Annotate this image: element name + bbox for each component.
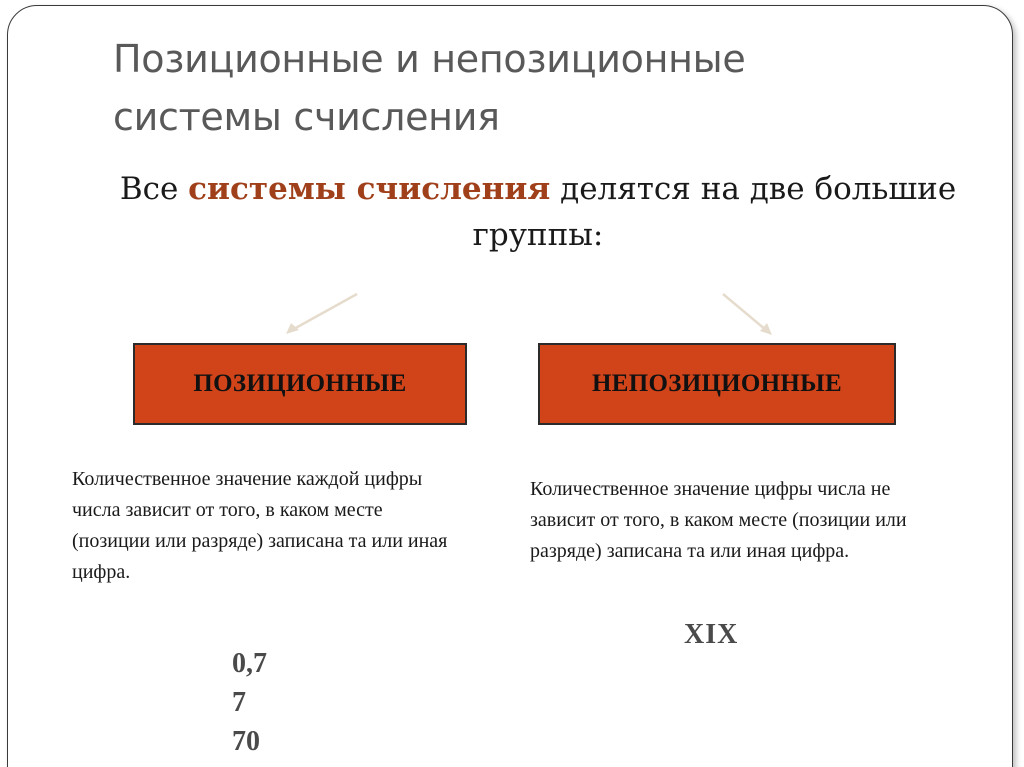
title-line-1: Позиционные и непозиционные xyxy=(113,37,746,81)
nonpositional-label: НЕПОЗИЦИОННЫЕ xyxy=(591,370,842,397)
title-line-2: системы счисления xyxy=(113,95,500,139)
positional-examples xyxy=(232,644,267,761)
example-item: 70 xyxy=(232,726,260,757)
positional-box xyxy=(133,343,467,425)
intro-text xyxy=(100,166,976,258)
slide-title xyxy=(113,30,933,146)
nonpositional-description: Количественное значение цифры числа не зависит от того, в каком месте (позиции или разряде) записана та или иная цифра. xyxy=(530,478,907,562)
nonpositional-box xyxy=(538,343,896,425)
nonpositional-example: XIX xyxy=(684,619,739,650)
positional-label: ПОЗИЦИОННЫЕ xyxy=(193,370,407,397)
example-item: 0,7 xyxy=(232,648,267,679)
intro-highlight: системы счисления xyxy=(188,171,551,207)
intro-prefix: Все xyxy=(119,171,189,207)
positional-description: Количественное значение каждой цифры числа зависит от того, в каком месте (позиции или разряде) записана та или иная цифра. xyxy=(72,468,448,583)
intro-suffix: делятся на две большие группы: xyxy=(472,171,957,253)
example-item: 7 xyxy=(232,687,246,718)
